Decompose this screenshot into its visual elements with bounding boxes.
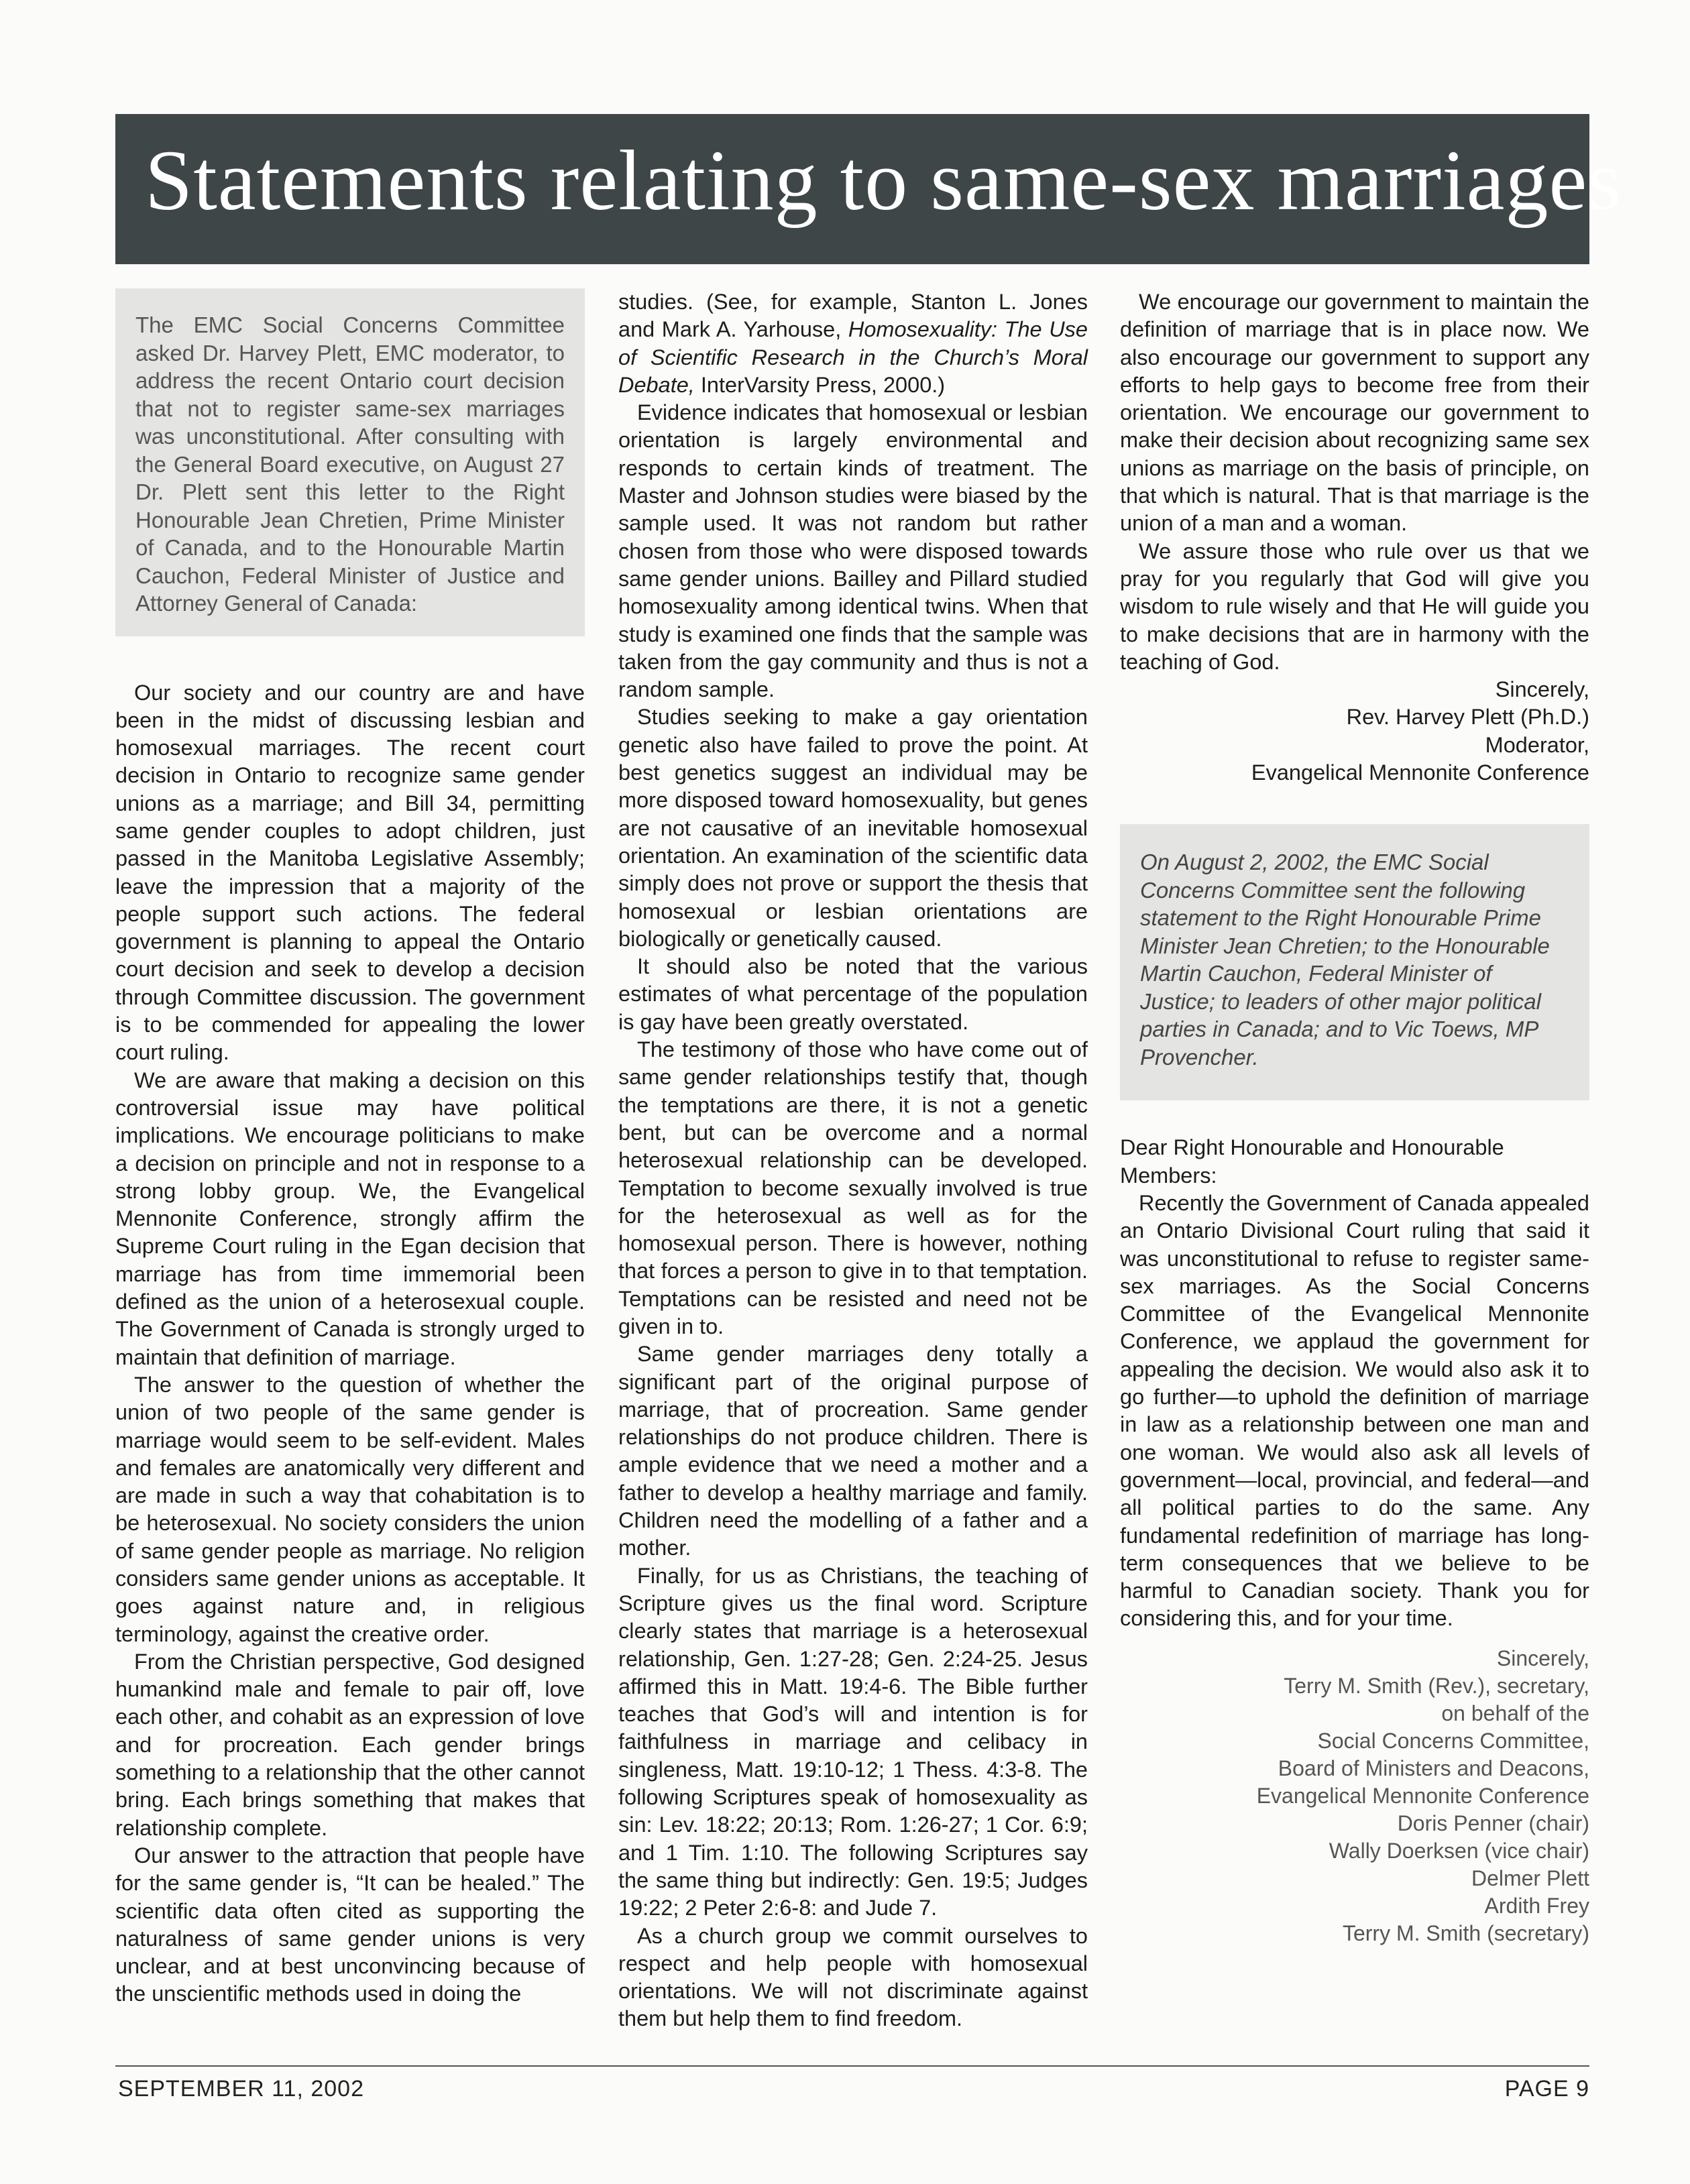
signature-line: Board of Ministers and Deacons, xyxy=(1278,1756,1589,1780)
signature-line: Sincerely, xyxy=(1495,677,1589,702)
signature-line: on behalf of the xyxy=(1441,1701,1589,1725)
signature-line: Terry M. Smith (Rev.), secretary, xyxy=(1284,1673,1589,1698)
signature-block-2 xyxy=(1120,1645,1589,1947)
citation-text-a: studies. (See, for example, Stanton L. Jones and Mark A. Yarhouse, xyxy=(618,290,1088,342)
column-3 xyxy=(1120,288,1589,1947)
paragraph: Evidence indicates that homosexual or lesbian orientation is largely environmental and responds to certain kinds of treatment. The Master and Johnson studies were biased by the sample used. It was not random but rather chosen from those who were disposed towards same gender unions. Bailley and Pillard studied homosexuality among identical twins. When that study is examined one finds that the sample was taken from the gay community and thus is not a random sample. xyxy=(618,400,1088,702)
paragraph: We encourage our government to maintain the definition of marriage that is in place now. We also encourage our government to support any efforts to help gays to become free from their orientation. We encourage our government to make their decision about recognizing same sex unions as marriage on the basis of principle, on that which is natural. That is that marriage is the union of a man and a woman. xyxy=(1120,290,1589,536)
paragraph: Our society and our country are and have been in the midst of discussing lesbian and homosexual marriages. The recent court decision in Ontario to recognize same gender unions as a marriage; and Bill 34, permitting same gender couples to adopt children, just passed in the Manitoba Legislative Assembly; leave the impression that a majority of the people support such actions. The federal government is planning to appeal the Ontario court decision and seek to develop a decision through Committee discussion. The government is to be commended for appealing the lower court ruling. xyxy=(115,680,585,1065)
footer-page-number: PAGE 9 xyxy=(1504,2076,1589,2102)
signature-line: Evangelical Mennonite Conference xyxy=(1251,760,1589,785)
citation-text-b: InterVarsity Press, 2000.) xyxy=(694,372,946,397)
paragraph: It should also be noted that the various estimates of what percentage of the population is gay have been greatly overstated. xyxy=(618,954,1088,1034)
footer-date: SEPTEMBER 11, 2002 xyxy=(118,2076,364,2102)
signature-line: Moderator, xyxy=(1485,732,1589,757)
signature-line: Ardith Frey xyxy=(1484,1893,1589,1918)
signature-line: Terry M. Smith (secretary) xyxy=(1342,1920,1589,1945)
signature-line: Social Concerns Committee, xyxy=(1317,1728,1589,1753)
signature-line: Doris Penner (chair) xyxy=(1397,1811,1589,1835)
salutation: Dear Right Honourable and Honourable Members: xyxy=(1120,1135,1504,1188)
paragraph: Recently the Government of Canada appealed an Ontario Divisional Court ruling that said it was unconstitutional to refuse to register same-sex marriages. As the Social Concerns Committee of the Evangelical Mennonite Conference, we applaud the government for appealing the decision. We would also ask it to go further—to uphold the definition of marriage in law as a relationship between one man and one woman. We would also ask all levels of government—local, provincial, and federal—and all political parties to do the same. Any fundamental redefinition of marriage has long-term consequences that we believe to be harmful to Canadian society. Thank you for considering this, and for your time. xyxy=(1120,1190,1589,1631)
signature-line: Sincerely, xyxy=(1496,1646,1589,1670)
signature-line: Rev. Harvey Plett (Ph.D.) xyxy=(1346,705,1589,730)
statement-box xyxy=(1120,824,1589,1100)
paragraph-citation xyxy=(618,288,1088,399)
signature-block-1 xyxy=(1120,676,1589,787)
paragraph: Our answer to the attraction that people have for the same gender is, “It can be healed.” The scientific data often cited as supporting the naturalness of same gender unions is very unclear, and at best unconvincing because of the unscientific methods used in doing the xyxy=(115,1843,585,2006)
paragraph: The answer to the question of whether the union of two people of the same gender is marriage would seem to be self-evident. Males and females are anatomically very different and are made in such a way that cohabitation is to be heterosexual. No society considers the union of same gender people as marriage. No religion considers same gender unions as acceptable. It goes against nature and, in religious terminology, against the creative order. xyxy=(115,1372,585,1646)
statement-text: On August 2, 2002, the EMC Social Concerns Committee sent the following statement to the Right Honourable Prime Minister Jean Chretien; to the Honourable Martin Cauchon, Federal Minister of Justice; to leaders of other major political parties in Canada; and to Vic Toews, MP Provencher. xyxy=(1140,850,1550,1070)
signature-line: Wally Doerksen (vice chair) xyxy=(1329,1838,1589,1863)
column-2 xyxy=(618,288,1088,2033)
paragraph: We assure those who rule over us that we pray for you regularly that God will give you wisdom to rule wisely and that He will guide you to make decisions that are in harmony with the teaching of God. xyxy=(1120,538,1589,674)
paragraph: Finally, for us as Christians, the teaching of Scripture gives us the final word. Scripture clearly states that marriage is a heterosexual relationship, Gen. 1:27-28; Gen. 2:24-25. Jesus affirmed this in Matt. 19:4-6. The Bible further teaches that God’s will and intention is for faithfulness in marriage and celibacy in singleness, Matt. 19:10-12; 1 Thess. 4:3-8. The following Scriptures speak of homosexuality as sin: Lev. 18:22; 20:13; Rom. 1:26-27; 1 Cor. 6:9; and 1 Tim. 1:10. The following Scriptures say the same thing but indirectly: Gen. 19:5; Judges 19:22; 2 Peter 2:6-8: and Jude 7. xyxy=(618,1563,1088,1920)
intro-text: The EMC Social Concerns Committee asked Dr. Harvey Plett, EMC moderator, to address the recent Ontario court decision that not to register same-sex marriages was unconstitutional. After consulting with the General Board executive, on August 27 Dr. Plett sent this letter to the Right Honourable Jean Chretien, Prime Minister of Canada, and to the Honourable Martin Cauchon, Federal Minister of Justice and Attorney General of Canada: xyxy=(135,312,565,616)
paragraph: Same gender marriages deny totally a significant part of the original purpose of marriage, that of procreation. Same gender relationships do not produce children. There is ample evidence that we need a mother and a father to develop a healthy marriage and family. Children need the modelling of a father and a mother. xyxy=(618,1342,1088,1560)
paragraph: The testimony of those who have come out of same gender relationships testify that, though the temptations are there, it is not a genetic bent, but can be overcome and a normal heterosexual relationship can be developed. Temptation to become sexually involved is true for the heterosexual as well as for the homosexual person. There is however, nothing that forces a person to give in to that temptation. Temptations can be resisted and need not be given in to. xyxy=(618,1037,1088,1338)
title-banner xyxy=(115,114,1622,264)
page-title: Statements relating to same-sex marriages xyxy=(145,133,1622,228)
paragraph: From the Christian perspective, God designed humankind male and female to pair off, love each other, and cohabit as an expression of love and for procreation. Each gender brings something to a relationship that the other cannot bring. Each brings something that makes that relationship complete. xyxy=(115,1649,585,1840)
column-1 xyxy=(115,288,585,2008)
intro-box xyxy=(115,288,585,636)
paragraph: We are aware that making a decision on this controversial issue may have political implications. We encourage politicians to make a decision on principle and not in response to a strong lobby group. We, the Evangelical Mennonite Conference, strongly affirm the Supreme Court ruling in the Egan decision that marriage has from time immemorial been defined as the union of a heterosexual couple. The Government of Canada is strongly urged to maintain that definition of marriage. xyxy=(115,1068,585,1369)
paragraph: As a church group we commit ourselves to respect and help people with homosexual orientations. We will not discriminate against them but help them to find freedom. xyxy=(618,1923,1088,2031)
book-title: Homosexuality: The Use of Scientific Research in the Church’s Moral Debate, xyxy=(618,317,1088,397)
signature-line: Delmer Plett xyxy=(1471,1865,1589,1890)
paragraph: Studies seeking to make a gay orientation genetic also have failed to prove the point. At best genetics suggest an individual may be more disposed toward homosexuality, but genes are not causative of an inevitable homosexual orientation. An examination of the scientific data simply does not prove or support the thesis that homosexual or lesbian orientations are biologically or genetically caused. xyxy=(618,705,1088,951)
footer-divider xyxy=(115,2065,1589,2067)
signature-line: Evangelical Mennonite Conference xyxy=(1256,1783,1589,1808)
